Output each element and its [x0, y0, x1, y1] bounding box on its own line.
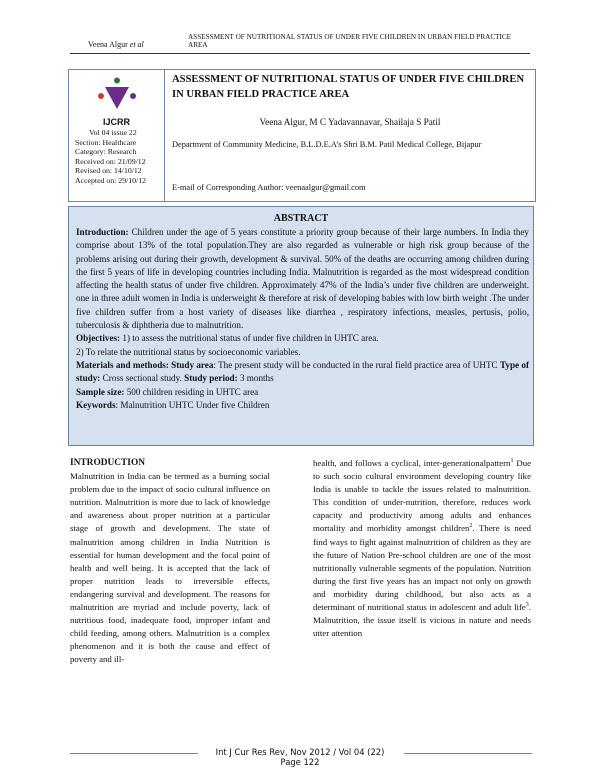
running-header-title: ASSESSMENT OF NUTRITIONAL STATUS OF UNDER FIVE CHILDREN IN URBAN FIELD PRACTICE AREA [188, 33, 512, 49]
paper-authors: Veena Algur, M C Yadavannavar, Shailaja S Patil [259, 117, 441, 127]
body-column-right [313, 457, 531, 640]
footer-citation: Int J Cur Res Rev, Nov 2012 / Vol 04 (22) [215, 747, 385, 757]
corresponding-email: E-mail of Corresponding Author: veenaalgur@gmail.com [172, 183, 366, 192]
abstract-introduction: Introduction: Children under the age of 5 years constitute a priority group because of their large numbers. In India they comprise about 13% of the total population.They are also regarded as vulnerable or high risk group because of the problems arising out during their growth, development & survival. 50% of the deaths are occurring among children during the first 5 years of life in developing countries including India. Malnutrition is regarded as the most widespread condition affecting the health status of under five children. Approximately 47% of the India’s under five children are underweight. one in three adult women in India is underweight & therefore at risk of developing babies with low birth weight .The under five children suffer from a host variety of diseases like diarrhea , respiratory infections, measles, pertusis, polio, tuberculosis & diphtheria due to malnutrition. [76, 227, 529, 331]
citation-1: 1 [510, 458, 514, 465]
received-date: Received on: 21/09/12 [75, 156, 146, 166]
header-rule [70, 53, 530, 54]
paper-title: ASSESSMENT OF NUTRITIONAL STATUS OF UNDER FIVE CHILDREN IN URBAN FIELD PRACTICE AREA [172, 74, 525, 100]
accepted-date: Accepted on: 29/10/12 [75, 175, 147, 185]
journal-name: IJCRR [102, 117, 130, 127]
title-panel [165, 70, 535, 201]
journal-volume: Vol 04 issue 22 [89, 128, 137, 137]
page-number: Page 122 [280, 757, 320, 767]
abstract-box [68, 206, 534, 446]
abstract-objectives: Objectives: 1) to assess the nutritional status of under five children in UHTC area. [76, 333, 379, 344]
ijcrr-logo-icon [97, 77, 137, 115]
journal-info-panel [69, 70, 165, 201]
page-footer [200, 747, 400, 767]
abstract-sample-size: Sample size: 500 children residing in UHTC area [76, 386, 259, 397]
body-column-left [70, 457, 270, 667]
article-category: Category: Research [75, 147, 137, 157]
introduction-heading: INTRODUCTION [70, 458, 146, 468]
article-metadata [75, 128, 146, 186]
abstract-objective-2: 2) To relate the nutritional status by socioeconomic variables. [76, 346, 301, 357]
footer-rule-left [70, 753, 198, 754]
abstract-body [76, 226, 529, 412]
abstract-methods: Materials and methods: Study area: The present study will be conducted in the rural field practice area of UHTC Type of study: Cross sectional study. Study period: 3 months [76, 359, 530, 384]
citation-3: 3 [525, 602, 529, 609]
citation-2: 2 [469, 523, 473, 530]
introduction-continued: health, and follows a cyclical, inter-generationalpattern$^1$ Due to such socio cultural environment developing country like India is unable to tackle the issues related to malnutrition. This condition of under-nutrition, therefore, reduces work capacity and productivity among adults and enhances mortality and morbidity amongst children$^2$. There is need find ways to fight against malnutrition of children as they are the future of Nation Pre-school children are one of the most nutritionally vulnerable segments of the population. Nutrition during the first five years has an impact not only on growth and morbidity during childhood, but also acts as a determinant of nutritional status in adolescent and adult life$^3$. Malnutrition, the issue itself is vicious in nature and needs utter attention [313, 458, 531, 639]
revised-date: Revised on: 14/10/12 [75, 166, 142, 176]
article-section: Section: Healthcare [75, 137, 137, 147]
introduction-paragraph: Malnutrition in India can be termed as a burning social problem due to the impact of socio cultural influence on nutrition. Malnutrition is more due to lack of knowledge and awareness about proper nutrition at a particular stage of growth and development. The state of malnutrition among children in India Nutrition is essential for human development and the focal point of health and well being. It is accepted that the lack of proper nutrition leads to irreversible effects, endangering survival and development. The reasons for malnutrition are myriad and include poverty, lack of nutritious food, inadequate food, improper infant and child feeding, among others. Malnutrition is a complex phenomenon and it is both the cause and effect of poverty and ill- [70, 471, 270, 665]
title-box [68, 69, 536, 202]
running-header-author: Veena Algur et al [88, 40, 144, 49]
abstract-keywords: Keywords: Malnutrition UHTC Under five Children [76, 399, 270, 410]
footer-rule-right [404, 753, 532, 754]
author-affiliation: Department of Community Medicine, B.L.D.E.A’s Shri B.M. Patil Medical College, Bijapur [172, 140, 482, 149]
abstract-heading: ABSTRACT [273, 213, 329, 224]
